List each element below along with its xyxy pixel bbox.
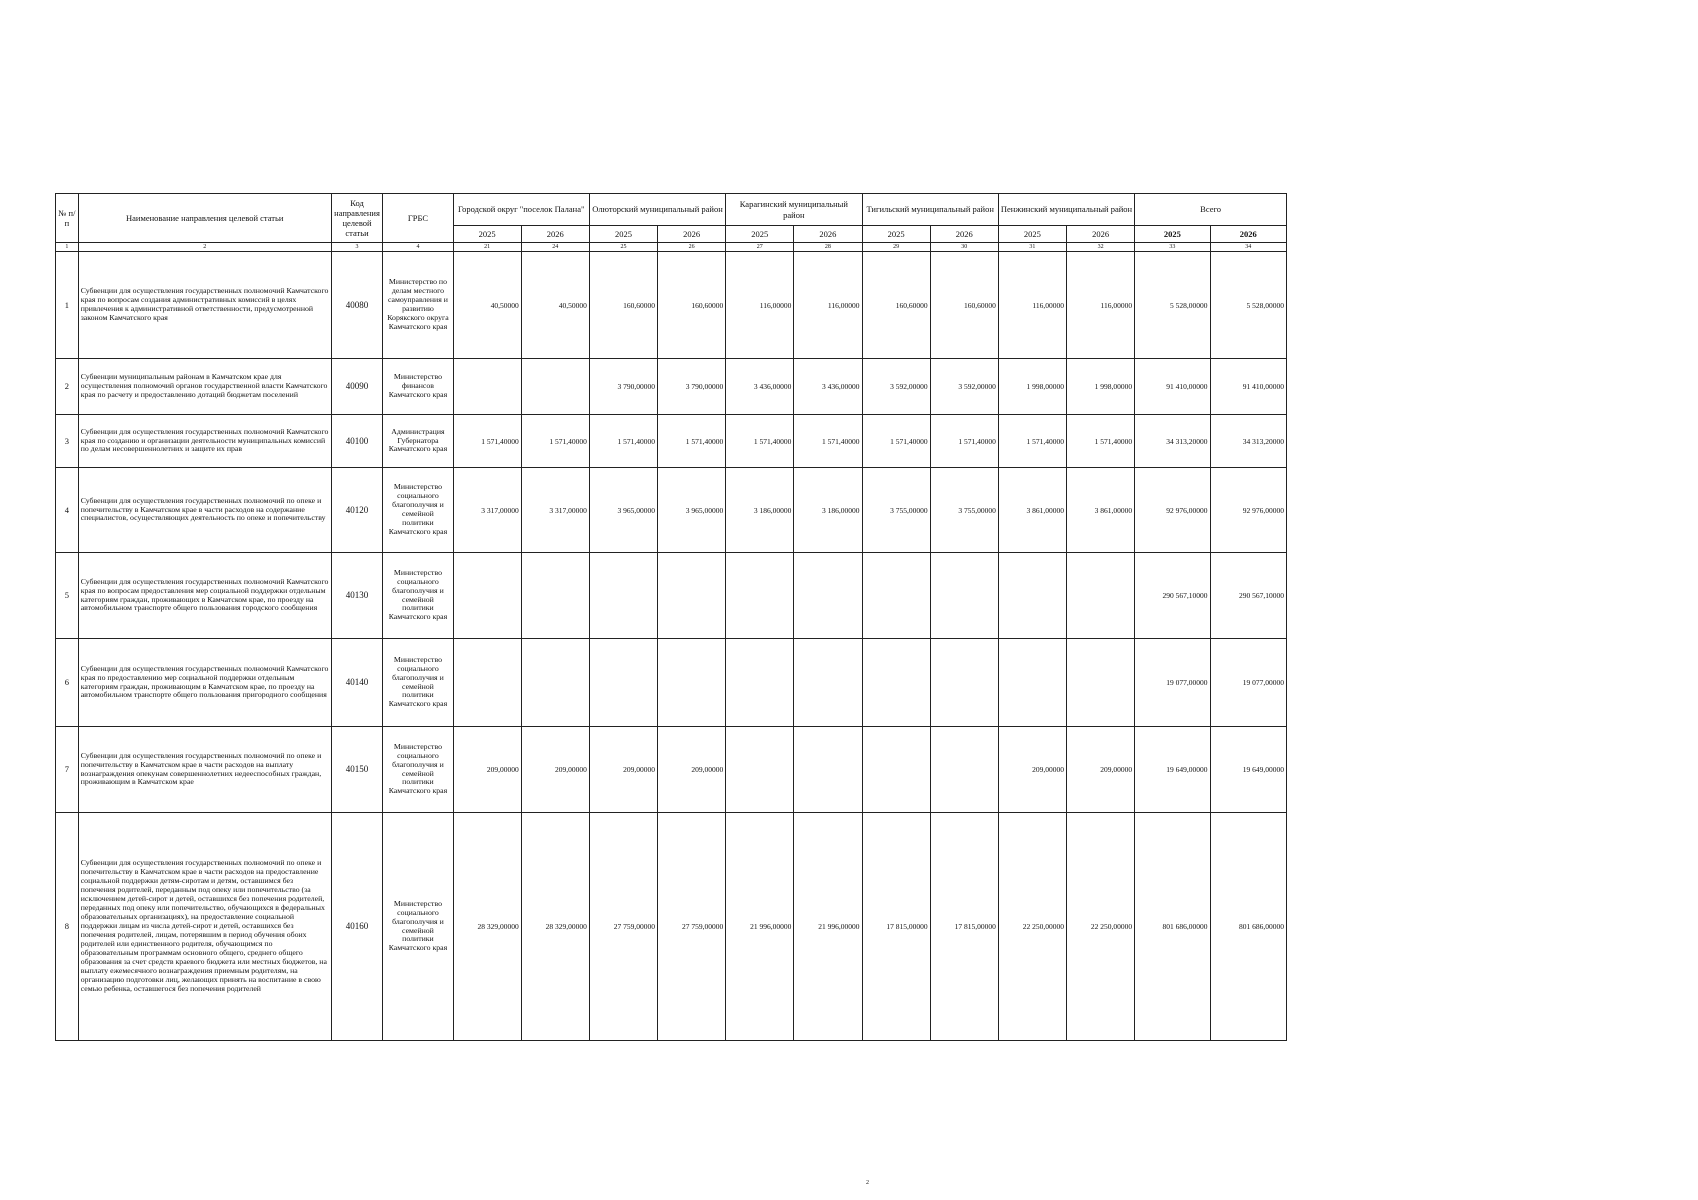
value-cell: 28 329,00000 bbox=[453, 813, 521, 1041]
value-cell: 1 571,40000 bbox=[589, 415, 657, 468]
year-2026: 2026 bbox=[521, 226, 589, 243]
header-region-olyutorsky: Олюторский муниципальный район bbox=[589, 194, 725, 226]
header-num: № п/п bbox=[56, 194, 79, 243]
row-grbs: Министерство социального благополучия и семейной политики Камчатского края bbox=[383, 727, 453, 813]
value-cell: 3 861,00000 bbox=[1066, 468, 1134, 553]
row-code: 40160 bbox=[331, 813, 383, 1041]
row-number: 1 bbox=[56, 252, 79, 359]
row-code: 40100 bbox=[331, 415, 383, 468]
header-grbs: ГРБС bbox=[383, 194, 453, 243]
value-cell bbox=[998, 553, 1066, 639]
value-cell: 28 329,00000 bbox=[521, 813, 589, 1041]
column-number: 30 bbox=[930, 243, 998, 252]
header-name: Наименование направления целевой статьи bbox=[78, 194, 331, 243]
value-cell: 21 996,00000 bbox=[794, 813, 862, 1041]
total-cell: 19 077,00000 bbox=[1210, 639, 1286, 727]
value-cell bbox=[794, 727, 862, 813]
header-region-penzhinsky: Пенжинский муниципальный район bbox=[998, 194, 1134, 226]
value-cell bbox=[794, 553, 862, 639]
row-name: Субвенции для осуществления государственных полномочий Камчатского края по вопросам создания административных комиссий в целях привлечения к административной ответственности, предусмотренной законом Камчатского края bbox=[78, 252, 331, 359]
value-cell: 1 571,40000 bbox=[930, 415, 998, 468]
value-cell: 1 998,00000 bbox=[1066, 359, 1134, 415]
year-2026: 2026 bbox=[1066, 226, 1134, 243]
row-grbs: Министерство социального благополучия и семейной политики Камчатского края bbox=[383, 468, 453, 553]
row-code: 40080 bbox=[331, 252, 383, 359]
value-cell bbox=[794, 639, 862, 727]
value-cell: 3 436,00000 bbox=[726, 359, 794, 415]
value-cell: 3 436,00000 bbox=[794, 359, 862, 415]
value-cell bbox=[862, 639, 930, 727]
year-2026: 2026 bbox=[930, 226, 998, 243]
value-cell: 116,00000 bbox=[998, 252, 1066, 359]
column-number: 2 bbox=[78, 243, 331, 252]
value-cell: 160,60000 bbox=[589, 252, 657, 359]
value-cell: 209,00000 bbox=[1066, 727, 1134, 813]
value-cell bbox=[930, 727, 998, 813]
table-row bbox=[56, 553, 1287, 639]
value-cell bbox=[453, 553, 521, 639]
year-2026-total: 2026 bbox=[1210, 226, 1286, 243]
value-cell bbox=[1066, 639, 1134, 727]
column-number: 33 bbox=[1135, 243, 1210, 252]
row-grbs: Министерство социального благополучия и семейной политики Камчатского края bbox=[383, 639, 453, 727]
total-cell: 5 528,00000 bbox=[1210, 252, 1286, 359]
value-cell: 209,00000 bbox=[658, 727, 726, 813]
table-row bbox=[56, 359, 1287, 415]
year-2026: 2026 bbox=[658, 226, 726, 243]
year-2025: 2025 bbox=[998, 226, 1066, 243]
table-row bbox=[56, 813, 1287, 1041]
value-cell: 1 571,40000 bbox=[453, 415, 521, 468]
row-grbs: Министерство социального благополучия и семейной политики Камчатского края bbox=[383, 553, 453, 639]
total-cell: 34 313,20000 bbox=[1210, 415, 1286, 468]
value-cell: 3 186,00000 bbox=[726, 468, 794, 553]
total-cell: 91 410,00000 bbox=[1135, 359, 1210, 415]
header-row bbox=[56, 194, 1287, 226]
row-number: 8 bbox=[56, 813, 79, 1041]
row-code: 40130 bbox=[331, 553, 383, 639]
value-cell: 40,50000 bbox=[453, 252, 521, 359]
row-number: 6 bbox=[56, 639, 79, 727]
value-cell bbox=[658, 639, 726, 727]
total-cell: 801 686,00000 bbox=[1135, 813, 1210, 1041]
header-code: Код направления целевой статьи bbox=[331, 194, 383, 243]
table-row bbox=[56, 727, 1287, 813]
value-cell: 160,60000 bbox=[862, 252, 930, 359]
total-cell: 801 686,00000 bbox=[1210, 813, 1286, 1041]
value-cell: 17 815,00000 bbox=[930, 813, 998, 1041]
row-code: 40140 bbox=[331, 639, 383, 727]
column-number: 28 bbox=[794, 243, 862, 252]
column-number: 32 bbox=[1066, 243, 1134, 252]
value-cell bbox=[930, 639, 998, 727]
value-cell: 21 996,00000 bbox=[726, 813, 794, 1041]
row-number: 5 bbox=[56, 553, 79, 639]
total-cell: 19 649,00000 bbox=[1135, 727, 1210, 813]
table-row bbox=[56, 639, 1287, 727]
value-cell: 40,50000 bbox=[521, 252, 589, 359]
row-name: Субвенции для осуществления государственных полномочий Камчатского края по предоставлению мер социальной поддержки отдельным категориям граждан, проживающим в Камчатском крае, по проезду на автомобильном транспорте общего пользования пригородного сообщения bbox=[78, 639, 331, 727]
value-cell: 209,00000 bbox=[998, 727, 1066, 813]
budget-document bbox=[55, 193, 1287, 1041]
row-number: 4 bbox=[56, 468, 79, 553]
row-name: Субвенции для осуществления государственных полномочий Камчатского края по вопросам предоставления мер социальной поддержки отдельным категориям граждан, проживающих в Камчатском крае, по проезду на автомобильном транспорте общего пользования городского сообщения bbox=[78, 553, 331, 639]
row-code: 40090 bbox=[331, 359, 383, 415]
column-number: 34 bbox=[1210, 243, 1286, 252]
total-cell: 92 976,00000 bbox=[1210, 468, 1286, 553]
value-cell: 3 965,00000 bbox=[658, 468, 726, 553]
year-2025: 2025 bbox=[589, 226, 657, 243]
value-cell bbox=[862, 727, 930, 813]
year-2025-total: 2025 bbox=[1135, 226, 1210, 243]
row-code: 40150 bbox=[331, 727, 383, 813]
value-cell: 116,00000 bbox=[726, 252, 794, 359]
column-number: 27 bbox=[726, 243, 794, 252]
value-cell: 1 571,40000 bbox=[1066, 415, 1134, 468]
value-cell bbox=[1066, 553, 1134, 639]
column-number: 26 bbox=[658, 243, 726, 252]
total-cell: 19 649,00000 bbox=[1210, 727, 1286, 813]
value-cell: 3 790,00000 bbox=[658, 359, 726, 415]
row-grbs: Министерство по делам местного самоуправления и развитию Корякского округа Камчатского края bbox=[383, 252, 453, 359]
year-2025: 2025 bbox=[726, 226, 794, 243]
total-cell: 34 313,20000 bbox=[1135, 415, 1210, 468]
column-number: 21 bbox=[453, 243, 521, 252]
value-cell: 1 571,40000 bbox=[862, 415, 930, 468]
value-cell: 3 755,00000 bbox=[930, 468, 998, 553]
value-cell bbox=[658, 553, 726, 639]
value-cell: 27 759,00000 bbox=[658, 813, 726, 1041]
header-region-tigilsky: Тигильский муниципальный район bbox=[862, 194, 998, 226]
value-cell bbox=[521, 639, 589, 727]
table-row bbox=[56, 468, 1287, 553]
value-cell: 1 571,40000 bbox=[658, 415, 726, 468]
value-cell: 22 250,00000 bbox=[998, 813, 1066, 1041]
value-cell bbox=[726, 553, 794, 639]
column-number: 25 bbox=[589, 243, 657, 252]
value-cell: 3 592,00000 bbox=[930, 359, 998, 415]
row-name: Субвенции для осуществления государственных полномочий по опеке и попечительству в Камчатском крае в части расходов на выплату вознаграждения опекунам совершеннолетних недееспособных граждан, проживающим в Камчатском крае bbox=[78, 727, 331, 813]
total-cell: 5 528,00000 bbox=[1135, 252, 1210, 359]
column-number: 24 bbox=[521, 243, 589, 252]
row-grbs: Министерство финансов Камчатского края bbox=[383, 359, 453, 415]
value-cell: 3 790,00000 bbox=[589, 359, 657, 415]
row-number: 7 bbox=[56, 727, 79, 813]
year-2025: 2025 bbox=[862, 226, 930, 243]
value-cell bbox=[453, 359, 521, 415]
value-cell: 1 571,40000 bbox=[726, 415, 794, 468]
value-cell bbox=[521, 553, 589, 639]
header-region-palana: Городской округ "поселок Палана" bbox=[453, 194, 589, 226]
page-number: 2 bbox=[866, 1180, 869, 1186]
row-name: Субвенции для осуществления государственных полномочий по опеке и попечительству в Камчатском крае в части расходов на предоставление социальной поддержки детям-сиротам и детям, оставшимся без попечения родителей, переданным под опеку или попечительство (за исключением детей-сирот и детей, оставшихся без попечения родителей, переданных под опеку или попечительство, обучающихся в федеральных образовательных организациях), на предоставление социальной поддержки лицам из числа детей-сирот и детей, оставшихся без попечения родителей, лицам, потерявшим в период обучения обоих родителей или единственного родителя, обучающимся по образовательным программам основного общего, среднего общего образования за счет средств краевого бюджета или местных бюджетов, на выплату ежемесячного вознаграждения приемным родителям, на организацию подготовки лиц, желающих принять на воспитание в свою семью ребенка, оставшегося без попечения родителей bbox=[78, 813, 331, 1041]
column-numbers-row bbox=[56, 243, 1287, 252]
column-number: 31 bbox=[998, 243, 1066, 252]
budget-table bbox=[55, 193, 1287, 1041]
value-cell: 3 755,00000 bbox=[862, 468, 930, 553]
value-cell: 27 759,00000 bbox=[589, 813, 657, 1041]
value-cell: 3 186,00000 bbox=[794, 468, 862, 553]
total-cell: 19 077,00000 bbox=[1135, 639, 1210, 727]
value-cell: 3 965,00000 bbox=[589, 468, 657, 553]
year-2026: 2026 bbox=[794, 226, 862, 243]
row-name: Субвенции для осуществления государственных полномочий Камчатского края по созданию и организации деятельности муниципальных комиссий по делам несовершеннолетних и защите их прав bbox=[78, 415, 331, 468]
row-number: 3 bbox=[56, 415, 79, 468]
table-row bbox=[56, 252, 1287, 359]
total-cell: 290 567,10000 bbox=[1135, 553, 1210, 639]
value-cell: 3 592,00000 bbox=[862, 359, 930, 415]
value-cell: 17 815,00000 bbox=[862, 813, 930, 1041]
value-cell: 209,00000 bbox=[453, 727, 521, 813]
value-cell bbox=[998, 639, 1066, 727]
value-cell: 116,00000 bbox=[1066, 252, 1134, 359]
column-number: 29 bbox=[862, 243, 930, 252]
value-cell bbox=[930, 553, 998, 639]
value-cell bbox=[453, 639, 521, 727]
total-cell: 92 976,00000 bbox=[1135, 468, 1210, 553]
value-cell: 1 998,00000 bbox=[998, 359, 1066, 415]
row-code: 40120 bbox=[331, 468, 383, 553]
column-number: 4 bbox=[383, 243, 453, 252]
value-cell: 1 571,40000 bbox=[794, 415, 862, 468]
value-cell: 1 571,40000 bbox=[998, 415, 1066, 468]
value-cell bbox=[726, 639, 794, 727]
value-cell: 116,00000 bbox=[794, 252, 862, 359]
value-cell bbox=[589, 553, 657, 639]
column-number: 1 bbox=[56, 243, 79, 252]
total-cell: 91 410,00000 bbox=[1210, 359, 1286, 415]
value-cell: 3 317,00000 bbox=[453, 468, 521, 553]
row-name: Субвенции для осуществления государственных полномочий по опеке и попечительству в Камчатском крае в части расходов на содержание специалистов, осуществляющих деятельность по опеке и попечительству bbox=[78, 468, 331, 553]
value-cell: 160,60000 bbox=[658, 252, 726, 359]
column-number: 3 bbox=[331, 243, 383, 252]
year-2025: 2025 bbox=[453, 226, 521, 243]
row-grbs: Министерство социального благополучия и семейной политики Камчатского края bbox=[383, 813, 453, 1041]
value-cell: 209,00000 bbox=[521, 727, 589, 813]
value-cell bbox=[521, 359, 589, 415]
value-cell bbox=[589, 639, 657, 727]
value-cell bbox=[862, 553, 930, 639]
value-cell: 3 861,00000 bbox=[998, 468, 1066, 553]
row-name: Субвенции муниципальным районам в Камчатском крае для осуществления полномочий органов государственной власти Камчатского края по расчету и предоставлению дотаций бюджетам поселений bbox=[78, 359, 331, 415]
value-cell: 1 571,40000 bbox=[521, 415, 589, 468]
header-region-karaginsky: Карагинский муниципальный район bbox=[726, 194, 862, 226]
table-row bbox=[56, 415, 1287, 468]
value-cell: 3 317,00000 bbox=[521, 468, 589, 553]
value-cell: 22 250,00000 bbox=[1066, 813, 1134, 1041]
row-number: 2 bbox=[56, 359, 79, 415]
total-cell: 290 567,10000 bbox=[1210, 553, 1286, 639]
header-total: Всего bbox=[1135, 194, 1287, 226]
value-cell: 160,60000 bbox=[930, 252, 998, 359]
value-cell bbox=[726, 727, 794, 813]
value-cell: 209,00000 bbox=[589, 727, 657, 813]
row-grbs: Администрация Губернатора Камчатского края bbox=[383, 415, 453, 468]
